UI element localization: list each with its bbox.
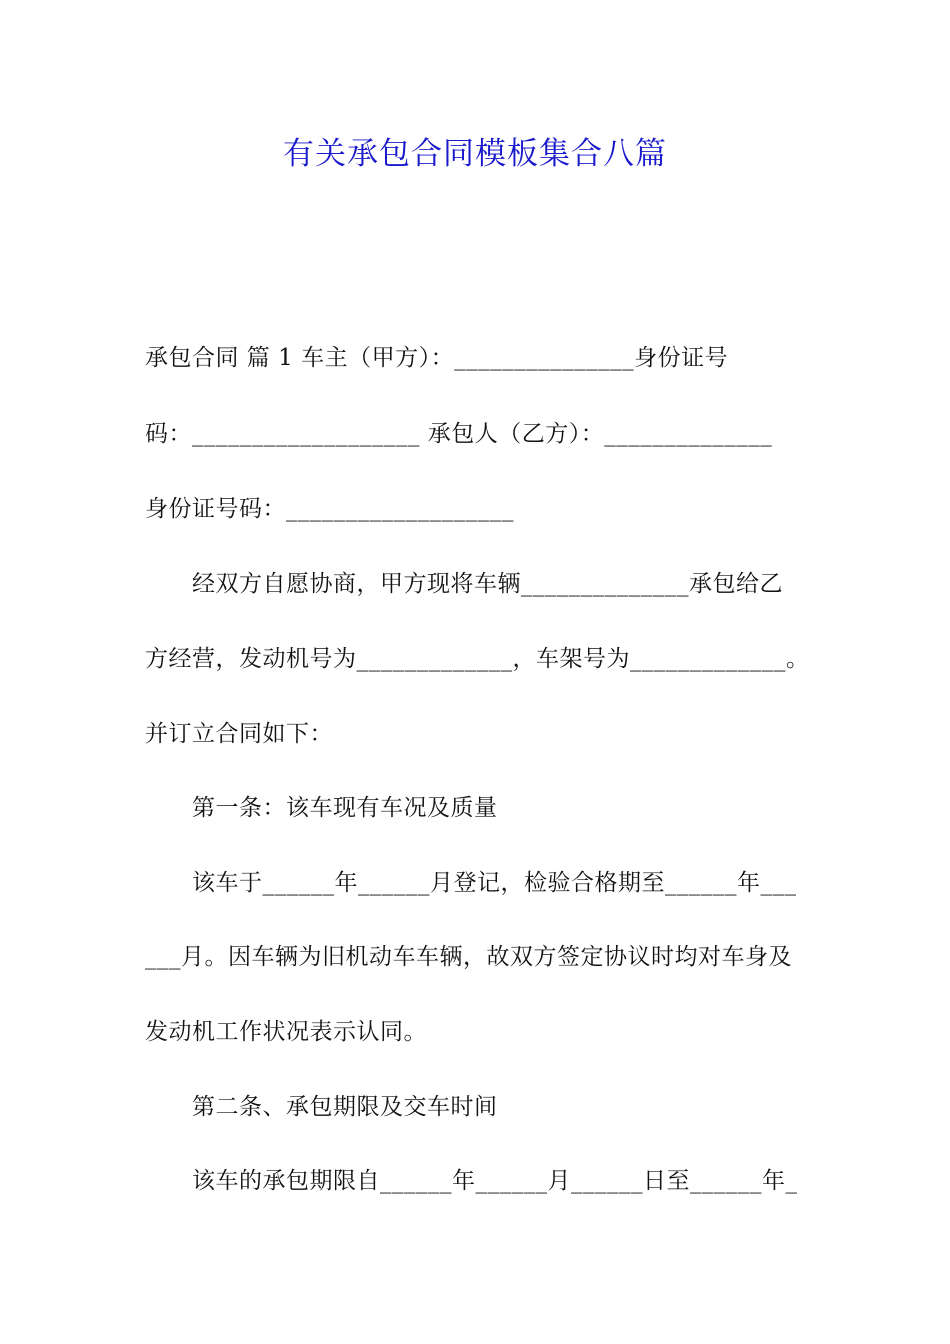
document-title: 有关承包合同模板集合八篇: [283, 136, 667, 172]
contract-line-8: 该车于______年______月登记，检验合格期至______年___: [192, 870, 797, 896]
contract-line-10: 发动机工作状况表示认同。: [145, 1019, 427, 1045]
contract-line-6: 并订立合同如下：: [145, 721, 333, 747]
contract-line-4: 经双方自愿协商，甲方现将车辆______________承包给乙: [192, 571, 783, 597]
contract-line-9: ___月。因车辆为旧机动车车辆，故双方签定协议时均对车身及: [145, 944, 792, 970]
contract-line-12: 该车的承包期限自______年______月______日至______年_: [192, 1168, 798, 1194]
contract-line-3: 身份证号码：___________________: [145, 496, 514, 522]
article-2-heading: 第二条、承包期限及交车时间: [192, 1094, 498, 1120]
contract-line-2: 码：___________________ 承包人（乙方）：______________: [145, 421, 773, 447]
contract-line-1: 承包合同 篇 1 车主（甲方）：_______________身份证号: [145, 345, 729, 371]
article-1-heading: 第一条：该车现有车况及质量: [192, 795, 498, 821]
contract-line-5: 方经营，发动机号为_____________，车架号为_____________。: [145, 646, 810, 672]
